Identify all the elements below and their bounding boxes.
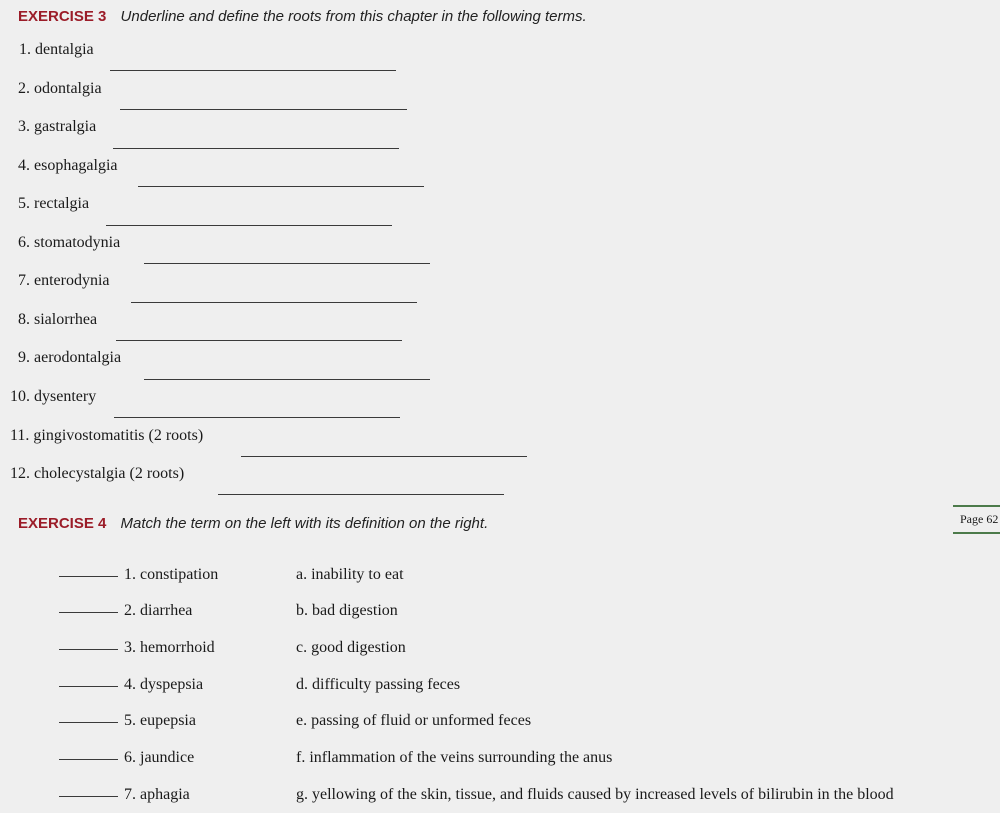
page-number-badge: Page 62 [953,505,1000,534]
answer-line-1[interactable] [110,70,396,71]
exercise-3-term-3: 3. gastralgia [18,118,97,135]
answer-line-3[interactable] [113,148,399,149]
exercise-3-term-10: 10. dysentery [10,388,97,405]
answer-line-6[interactable] [144,263,430,264]
answer-line-9[interactable] [144,379,430,380]
exercise-3-term-6: 6. stomatodynia [18,234,121,251]
exercise-3-term-12: 12. cholecystalgia (2 roots) [10,465,185,482]
match-blank-1[interactable] [59,576,118,577]
match-definition-c: c. good digestion [296,639,406,656]
match-blank-6[interactable] [59,759,118,760]
match-definition-a: a. inability to eat [296,566,404,583]
answer-line-4[interactable] [138,186,424,187]
exercise-3-term-5: 5. rectalgia [18,195,90,212]
exercise-3-term-2: 2. odontalgia [18,80,102,97]
match-term-4: 4. dyspepsia [124,676,204,693]
answer-line-8[interactable] [116,340,402,341]
match-definition-f: f. inflammation of the veins surrounding the anus [296,749,613,766]
answer-line-10[interactable] [114,417,400,418]
exercise-3-term-4: 4. esophagalgia [18,157,118,174]
exercise-4-instruction: Match the term on the left with its definition on the right. [120,515,489,532]
match-blank-4[interactable] [59,686,118,687]
exercise-3-instruction: Underline and define the roots from this chapter in the following terms. [120,8,587,25]
match-term-7: 7. aphagia [124,786,190,803]
match-definition-b: b. bad digestion [296,602,398,619]
exercise-3-label: EXERCISE 3 [18,8,107,25]
exercise-3-term-9: 9. aerodontalgia [18,349,122,366]
match-term-1: 1. constipation [124,566,219,583]
match-term-2: 2. diarrhea [124,602,193,619]
exercise-3-heading [18,8,587,25]
match-blank-3[interactable] [59,649,118,650]
answer-line-2[interactable] [120,109,407,110]
match-term-3: 3. hemorrhoid [124,639,215,656]
match-definition-d: d. difficulty passing feces [296,676,461,693]
match-term-5: 5. eupepsia [124,712,196,729]
exercise-3-term-11: 11. gingivostomatitis (2 roots) [10,427,204,444]
match-blank-2[interactable] [59,612,118,613]
match-definition-e: e. passing of fluid or unformed feces [296,712,532,729]
answer-line-7[interactable] [131,302,417,303]
match-term-6: 6. jaundice [124,749,195,766]
exercise-4-heading [18,515,488,532]
match-blank-7[interactable] [59,796,118,797]
answer-line-11[interactable] [241,456,527,457]
answer-line-5[interactable] [106,225,392,226]
exercise-4-label: EXERCISE 4 [18,515,107,532]
answer-line-12[interactable] [218,494,504,495]
exercise-3-term-8: 8. sialorrhea [18,311,98,328]
exercise-3-term-1: 1. dentalgia [19,41,94,58]
match-definition-g: g. yellowing of the skin, tissue, and fluids caused by increased levels of bilirubin in the blood [296,786,894,803]
exercise-3-term-7: 7. enterodynia [18,272,110,289]
match-blank-5[interactable] [59,722,118,723]
